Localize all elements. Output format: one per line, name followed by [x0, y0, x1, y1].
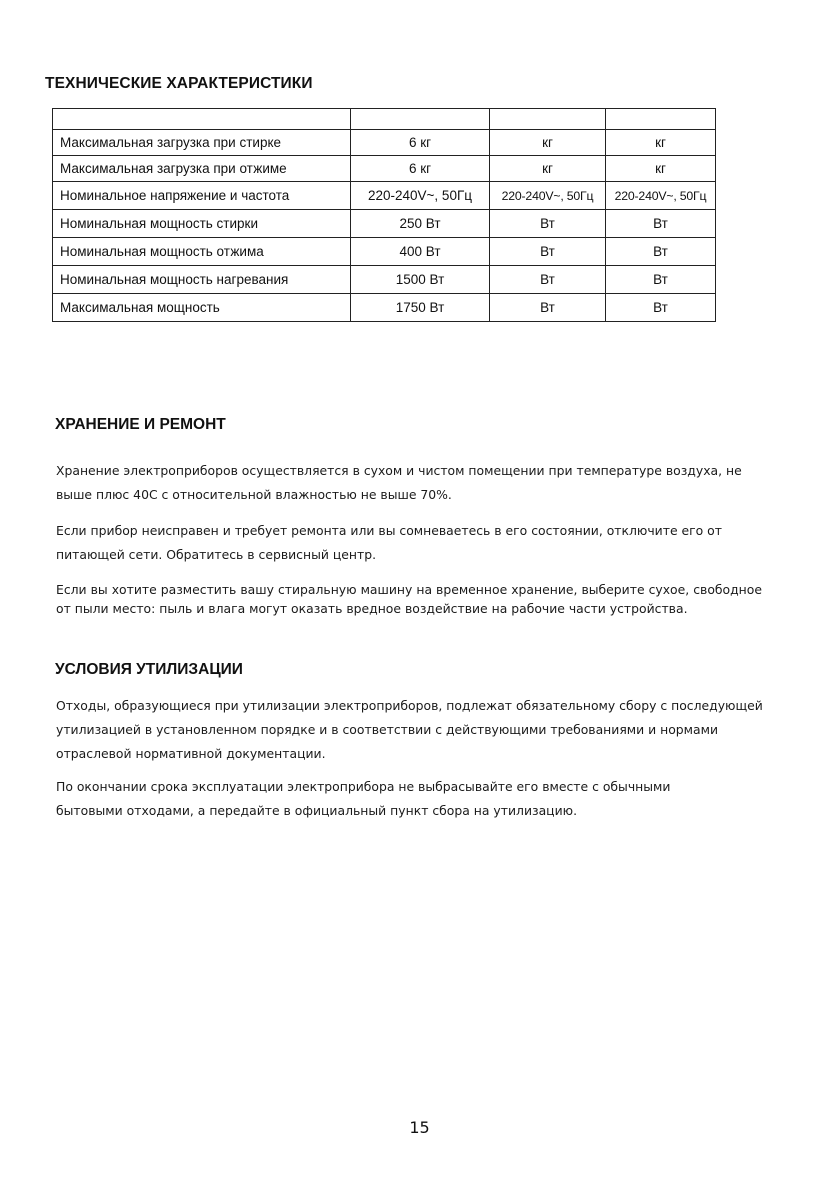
table-row: [53, 210, 716, 238]
spec-value-model-1: 6 кг: [351, 130, 490, 156]
spec-value-model-3: Вт: [606, 294, 716, 322]
table-header-cell: [53, 109, 351, 130]
table-row: [53, 182, 716, 210]
table-row: [53, 156, 716, 182]
tech-specs-heading: ТЕХНИЧЕСКИЕ ХАРАКТЕРИСТИКИ: [45, 75, 313, 92]
spec-value-model-3: кг: [606, 156, 716, 182]
spec-value-model-1: 1750 Вт: [351, 294, 490, 322]
spec-label: Номинальная мощность отжима: [53, 238, 351, 266]
spec-value-model-1: 220-240V~, 50Гц: [351, 182, 490, 210]
storage-paragraph-3: Если вы хотите разместить вашу стиральную машину на временное хранение, выберите сухое, свободное от пыли место: пыль и влага могут оказать вредное воздействие на рабочие части устройства.: [56, 582, 762, 616]
table-row: [53, 294, 716, 322]
table-row: [53, 238, 716, 266]
spec-value-model-2: Вт: [490, 210, 606, 238]
storage-heading: ХРАНЕНИЕ И РЕМОНТ: [55, 416, 226, 433]
spec-value-model-3: Вт: [606, 238, 716, 266]
spec-label: Максимальная загрузка при стирке: [53, 130, 351, 156]
spec-value-model-1: 6 кг: [351, 156, 490, 182]
spec-value-model-1: 250 Вт: [351, 210, 490, 238]
spec-label: Максимальная мощность: [53, 294, 351, 322]
table-row: [53, 130, 716, 156]
table-header-row: [53, 109, 716, 130]
disposal-paragraph-2: По окончании срока эксплуатации электроприбора не выбрасывайте его вместе с обычными бытовыми отходами, а передайте в официальный пункт сбора на утилизацию.: [56, 779, 671, 818]
spec-label: Номинальное напряжение и частота: [53, 182, 351, 210]
spec-value-model-2: кг: [490, 130, 606, 156]
table-row: [53, 266, 716, 294]
specs-table: [52, 108, 716, 322]
storage-paragraph-2: Если прибор неисправен и требует ремонта или вы сомневаетесь в его состоянии, отключите его от питающей сети. Обратитесь в сервисный центр.: [56, 523, 722, 562]
spec-value-model-2: кг: [490, 156, 606, 182]
spec-label: Номинальная мощность нагревания: [53, 266, 351, 294]
spec-label: Номинальная мощность стирки: [53, 210, 351, 238]
spec-value-model-3: 220-240V~, 50Гц: [606, 182, 716, 210]
spec-value-model-3: Вт: [606, 210, 716, 238]
spec-label: Максимальная загрузка при отжиме: [53, 156, 351, 182]
table-header-cell: [606, 109, 716, 130]
disposal-paragraph-1: Отходы, образующиеся при утилизации электроприборов, подлежат обязательному сбору с последующей утилизацией в установленном порядке и в соответствии с действующими требованиями и нормами отраслевой нормативной документации.: [56, 698, 763, 761]
spec-value-model-1: 1500 Вт: [351, 266, 490, 294]
spec-value-model-1: 400 Вт: [351, 238, 490, 266]
page-number: 15: [409, 1118, 430, 1137]
spec-value-model-2: 220-240V~, 50Гц: [490, 182, 606, 210]
spec-value-model-3: кг: [606, 130, 716, 156]
spec-value-model-2: Вт: [490, 294, 606, 322]
spec-value-model-2: Вт: [490, 238, 606, 266]
spec-value-model-3: Вт: [606, 266, 716, 294]
spec-value-model-2: Вт: [490, 266, 606, 294]
storage-paragraph-1: Хранение электроприборов осуществляется в сухом и чистом помещении при температуре воздуха, не выше плюс 40С с относительной влажностью не выше 70%.: [56, 463, 742, 502]
table-header-cell: [351, 109, 490, 130]
table-header-cell: [490, 109, 606, 130]
disposal-heading: УСЛОВИЯ УТИЛИЗАЦИИ: [55, 661, 243, 678]
